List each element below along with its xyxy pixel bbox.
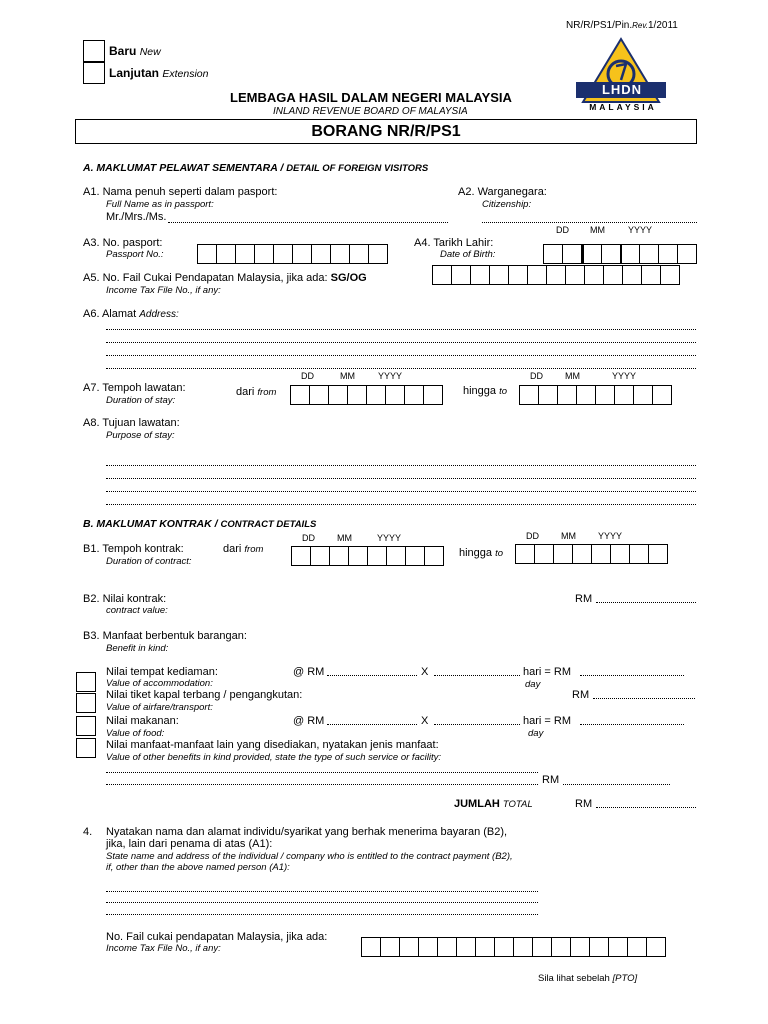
a7-label-en: Duration of stay: [106, 395, 176, 406]
baru-checkbox[interactable] [83, 40, 105, 62]
a2-citizenship-line[interactable] [482, 222, 697, 223]
a7-to-dd: DD [530, 371, 543, 381]
section-a-title: A. MAKLUMAT PELAWAT SEMENTARA / DETAIL OF FOREIGN VISITORS [83, 162, 429, 174]
section4-line1: Nyatakan nama dan alamat individu/syarikat yang berhak menerima bayaran (B2), [106, 826, 508, 838]
section-b-title: B. MAKLUMAT KONTRAK / CONTRACT DETAILS [83, 518, 317, 530]
food-total-line[interactable] [580, 724, 684, 725]
b1-to-yyyy: YYYY [598, 531, 623, 541]
a3-label-en: Passport No.: [106, 249, 164, 260]
a2-label: A2. Warganegara: [458, 186, 547, 198]
a6-label: A6. Alamat Address: [83, 308, 179, 320]
a5-label: A5. No. Fail Cukai Pendapatan Malaysia, jika ada: SG/OG [83, 272, 367, 284]
accommodation-label: Nilai tempat kediaman: [106, 666, 218, 678]
airfare-value-line[interactable] [593, 698, 695, 699]
food-hari-rm: hari = RM [523, 715, 571, 727]
accommodation-x: X [421, 666, 429, 678]
b1-to-label: hingga to [459, 547, 504, 559]
b3-label: B3. Manfaat berbentuk barangan: [83, 630, 247, 642]
section4-en2: if, other than the above named person (A1): [106, 862, 290, 873]
a7-to-label: hingga to [463, 385, 508, 397]
accommodation-day: day [525, 679, 541, 690]
food-day: day [528, 728, 544, 739]
accommodation-rate-line[interactable] [327, 675, 417, 676]
a8-purpose-line-3[interactable] [106, 491, 696, 492]
b1-from-label: dari from [223, 543, 264, 555]
food-days-line[interactable] [434, 724, 520, 725]
food-rate-line[interactable] [327, 724, 417, 725]
jumlah-value-line[interactable] [596, 807, 696, 808]
a3-label: A3. No. pasport: [83, 237, 163, 249]
accommodation-total-line[interactable] [580, 675, 684, 676]
other-benefits-rm: RM [542, 774, 560, 786]
food-label-en: Value of food: [106, 728, 165, 739]
a4-yyyy: YYYY [628, 225, 653, 235]
jumlah-rm: RM [575, 798, 593, 810]
lhdn-logo: LHDN MALAYSIA [568, 36, 674, 116]
a8-purpose-line-1[interactable] [106, 465, 696, 466]
b1-to-grid[interactable] [515, 544, 668, 564]
other-benefits-label-en: Value of other benefits in kind provided, state the type of such service or facility: [106, 752, 441, 763]
org-name: LEMBAGA HASIL DALAM NEGERI MALAYSIA [230, 90, 512, 105]
a7-from-yyyy: YYYY [378, 371, 403, 381]
a3-passport-grid[interactable] [197, 244, 388, 264]
b3-label-en: Benefit in kind: [106, 643, 169, 654]
a1-name-line[interactable] [168, 222, 448, 223]
a4-label: A4. Tarikh Lahir: [414, 237, 494, 249]
a1-label-en: Full Name as in passport: [106, 199, 214, 210]
a8-label-en: Purpose of stay: [106, 430, 175, 441]
section4-number: 4. [83, 826, 93, 838]
accommodation-label-en: Value of accommodation: [106, 678, 213, 689]
section4-line2: jika, lain dari penama di atas (A1): [106, 838, 273, 850]
airfare-checkbox[interactable] [76, 693, 96, 713]
a7-from-dd: DD [301, 371, 314, 381]
b1-label: B1. Tempoh kontrak: [83, 543, 184, 555]
a1-label: A1. Nama penuh seperti dalam pasport: [83, 186, 278, 198]
a5-label-en: Income Tax File No., if any: [106, 285, 221, 296]
b1-to-dd: DD [526, 531, 539, 541]
org-name-en: INLAND REVENUE BOARD OF MALAYSIA [273, 106, 468, 117]
section4-line-1[interactable] [106, 891, 538, 892]
a2-label-en: Citizenship: [482, 199, 532, 210]
form-reference: NR/R/PS1/Pin.Rev.1/2011 [566, 20, 678, 31]
section4-en1: State name and address of the individual / company who is entitled to the contract payment (B2), [106, 851, 513, 862]
a4-dob-grid[interactable] [543, 244, 697, 264]
a7-from-label: dari from [236, 386, 277, 398]
other-benefits-line-2[interactable] [106, 784, 538, 785]
b1-to-mm: MM [561, 531, 576, 541]
form-title: BORANG NR/R/PS1 [311, 123, 461, 140]
a7-to-mm: MM [565, 371, 580, 381]
other-benefits-label: Nilai manfaat-manfaat lain yang disediakan, nyatakan jenis manfaat: [106, 739, 439, 751]
food-label: Nilai makanan: [106, 715, 179, 727]
a8-purpose-line-2[interactable] [106, 478, 696, 479]
a4-label-en: Date of Birth: [440, 249, 496, 260]
form-title-box [75, 119, 697, 144]
a6-address-line-1[interactable] [106, 329, 696, 330]
accommodation-hari-rm: hari = RM [523, 666, 571, 678]
other-benefits-line-1[interactable] [106, 772, 538, 773]
b1-from-dd: DD [302, 533, 315, 543]
a4-mm: MM [590, 225, 605, 235]
a7-to-grid[interactable] [519, 385, 672, 405]
lanjutan-label: Lanjutan Extension [109, 66, 209, 80]
lanjutan-checkbox[interactable] [83, 62, 105, 84]
b2-label-en: contract value: [106, 605, 168, 616]
accommodation-days-line[interactable] [434, 675, 520, 676]
a6-address-line-2[interactable] [106, 342, 696, 343]
b1-from-yyyy: YYYY [377, 533, 402, 543]
b2-value-line[interactable] [596, 602, 696, 603]
a8-purpose-line-4[interactable] [106, 504, 696, 505]
b2-label: B2. Nilai kontrak: [83, 593, 167, 605]
footer-pto: Sila lihat sebelah [PTO] [538, 973, 638, 984]
section4-taxfile-label-en: Income Tax File No., if any: [106, 943, 221, 954]
a7-from-grid[interactable] [290, 385, 443, 405]
a7-to-yyyy: YYYY [612, 371, 637, 381]
other-benefits-checkbox[interactable] [76, 738, 96, 758]
baru-label: Baru New [109, 44, 161, 58]
a4-dd: DD [556, 225, 569, 235]
a8-label: A8. Tujuan lawatan: [83, 417, 180, 429]
airfare-rm: RM [572, 689, 590, 701]
accommodation-at-rm: @ RM [293, 666, 325, 678]
other-benefits-value-line[interactable] [563, 784, 670, 785]
airfare-label: Nilai tiket kapal terbang / pengangkutan: [106, 689, 303, 701]
section4-taxfile-label: No. Fail cukai pendapatan Malaysia, jika ada: [106, 931, 328, 943]
b1-from-grid[interactable] [291, 546, 444, 566]
a7-from-mm: MM [340, 371, 355, 381]
section4-taxfile-grid[interactable] [361, 937, 666, 957]
a1-prefix: Mr./Mrs./Ms. [106, 211, 167, 223]
section4-line-3[interactable] [106, 914, 538, 915]
b2-rm: RM [575, 593, 593, 605]
a6-address-line-3[interactable] [106, 355, 696, 356]
a5-taxfile-grid[interactable] [432, 265, 680, 285]
food-checkbox[interactable] [76, 716, 96, 736]
food-x: X [421, 715, 429, 727]
section4-line-2[interactable] [106, 902, 538, 903]
accommodation-checkbox[interactable] [76, 672, 96, 692]
a6-address-line-4[interactable] [106, 368, 696, 369]
jumlah-label: JUMLAH TOTAL [454, 798, 533, 810]
airfare-label-en: Value of airfare/transport: [106, 702, 213, 713]
a7-label: A7. Tempoh lawatan: [83, 382, 186, 394]
food-at-rm: @ RM [293, 715, 325, 727]
b1-from-mm: MM [337, 533, 352, 543]
b1-label-en: Duration of contract: [106, 556, 192, 567]
